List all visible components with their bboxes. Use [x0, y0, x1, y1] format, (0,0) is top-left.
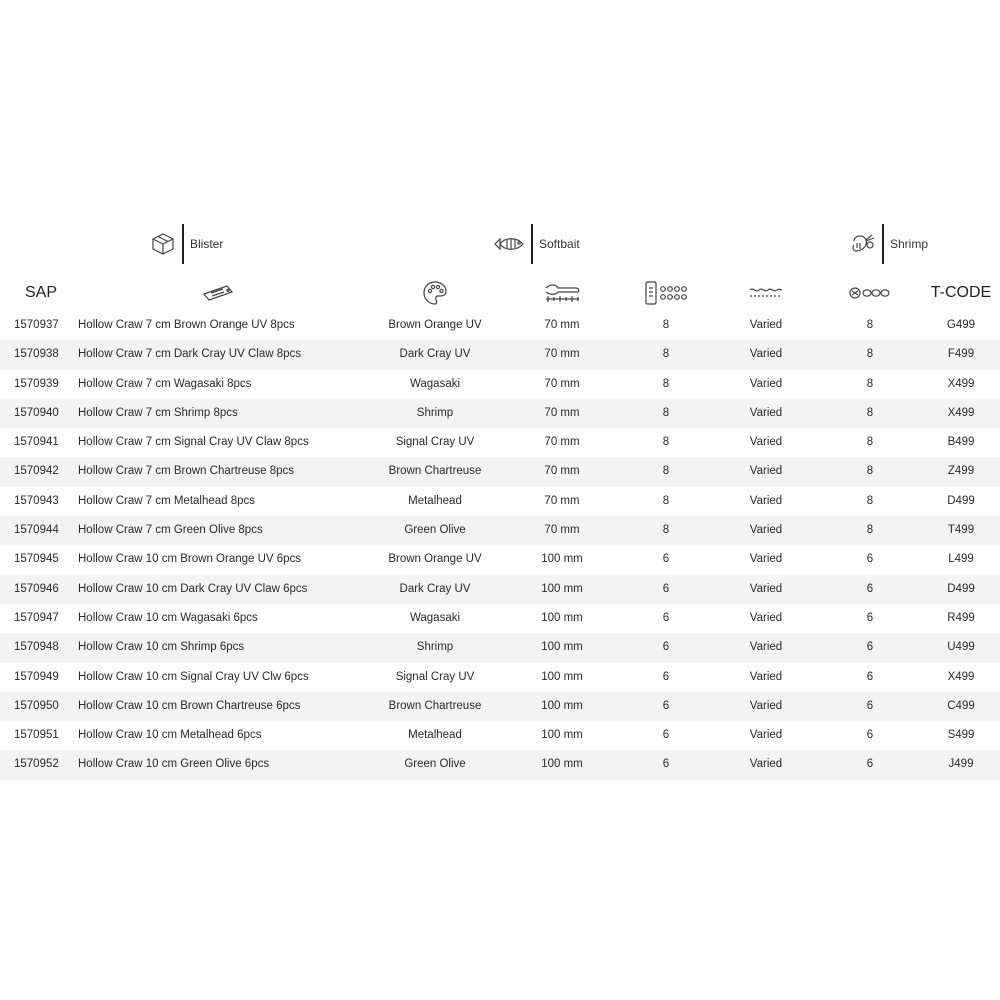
cell-description: Hollow Craw 10 cm Brown Orange UV 6pcs	[78, 553, 302, 566]
cell-tcode: L499	[948, 553, 974, 566]
cell-color: Brown Chartreuse	[388, 465, 482, 478]
cell-description: Hollow Craw 7 cm Dark Cray UV Claw 8pcs	[78, 348, 302, 361]
badge-label: Blister	[190, 237, 224, 251]
cell-tcode: X499	[947, 406, 975, 419]
cell-tcode: X499	[947, 377, 975, 390]
cell-quantity: 8	[662, 465, 670, 478]
cell-pieces: 8	[866, 436, 874, 449]
cell-sap: 1570952	[14, 758, 59, 771]
cell-tcode: D499	[947, 494, 975, 507]
cell-pieces: 6	[866, 582, 874, 595]
cell-description: Hollow Craw 7 cm Signal Cray UV Claw 8pcs	[78, 436, 309, 449]
table-row	[0, 399, 1000, 428]
cell-action: Varied	[749, 436, 783, 449]
cell-sap: 1570951	[14, 729, 59, 742]
cell-pieces: 8	[866, 465, 874, 478]
cell-color: Wagasaki	[409, 377, 461, 390]
table-row	[0, 370, 1000, 399]
cell-quantity: 8	[662, 436, 670, 449]
cell-action: Varied	[749, 319, 783, 331]
badge-blister	[148, 222, 223, 266]
cell-pieces: 8	[866, 319, 874, 331]
cell-pieces: 8	[866, 524, 874, 537]
cell-quantity: 6	[662, 641, 670, 654]
cell-color: Wagasaki	[409, 611, 461, 624]
cell-pieces: 6	[866, 699, 874, 712]
badge-divider	[182, 224, 184, 264]
header-tcode: T-CODE	[930, 284, 992, 301]
pieces-icon	[840, 276, 900, 310]
table-row	[0, 721, 1000, 750]
cell-quantity: 8	[662, 377, 670, 390]
shrimp-icon	[848, 229, 878, 259]
cell-pieces: 6	[866, 729, 874, 742]
fish-lure-icon	[493, 229, 527, 259]
cell-quantity: 8	[662, 348, 670, 361]
cell-quantity: 6	[662, 758, 670, 771]
cell-color: Shrimp	[416, 406, 454, 419]
header-sap: SAP	[24, 284, 57, 301]
cell-pieces: 8	[866, 377, 874, 390]
table-row	[0, 311, 1000, 340]
cell-size: 100 mm	[541, 699, 583, 712]
cell-action: Varied	[749, 611, 783, 624]
cell-action: Varied	[749, 582, 783, 595]
cell-pieces: 8	[866, 406, 874, 419]
cell-quantity: 8	[662, 494, 670, 507]
table-row	[0, 692, 1000, 721]
cell-sap: 1570948	[14, 641, 59, 654]
cell-quantity: 6	[662, 611, 670, 624]
cell-tcode: X499	[947, 670, 975, 683]
badge-softbait	[493, 222, 580, 266]
box-icon	[148, 229, 178, 259]
cell-description: Hollow Craw 10 cm Wagasaki 6pcs	[78, 611, 258, 624]
cell-tcode: U499	[947, 641, 975, 654]
cell-color: Metalhead	[408, 729, 462, 742]
badge-shrimp	[848, 222, 928, 266]
cell-pieces: 6	[866, 641, 874, 654]
cell-color: Shrimp	[416, 641, 454, 654]
cell-size: 70 mm	[544, 436, 580, 449]
cell-sap: 1570944	[14, 524, 59, 537]
table-row	[0, 545, 1000, 574]
cell-color: Signal Cray UV	[395, 436, 475, 449]
wave-action-icon	[736, 276, 796, 310]
cell-quantity: 6	[662, 699, 670, 712]
ticket-icon	[188, 276, 248, 310]
cell-tcode: F499	[947, 348, 975, 361]
cell-pieces: 6	[866, 670, 874, 683]
cell-size: 70 mm	[544, 319, 580, 331]
cell-tcode: Z499	[947, 465, 975, 478]
cell-size: 70 mm	[544, 406, 580, 419]
cell-sap: 1570945	[14, 553, 59, 566]
cell-size: 100 mm	[541, 611, 583, 624]
cell-action: Varied	[749, 758, 783, 771]
cell-action: Varied	[749, 553, 783, 566]
cell-color: Dark Cray UV	[399, 582, 471, 595]
cell-pieces: 6	[866, 611, 874, 624]
cell-size: 70 mm	[544, 494, 580, 507]
table-row	[0, 428, 1000, 457]
cell-tcode: R499	[947, 611, 975, 624]
cell-quantity: 6	[662, 729, 670, 742]
table-row	[0, 487, 1000, 516]
cell-pieces: 8	[866, 348, 874, 361]
cell-action: Varied	[749, 406, 783, 419]
cell-tcode: T499	[947, 524, 975, 537]
cell-description: Hollow Craw 7 cm Brown Chartreuse 8pcs	[78, 465, 295, 478]
cell-description: Hollow Craw 10 cm Green Olive 6pcs	[78, 758, 270, 771]
cell-action: Varied	[749, 670, 783, 683]
cell-color: Dark Cray UV	[399, 348, 471, 361]
cell-sap: 1570937	[14, 319, 59, 331]
cell-description: Hollow Craw 10 cm Dark Cray UV Claw 6pcs	[78, 582, 308, 595]
cell-color: Green Olive	[404, 524, 466, 537]
cell-description: Hollow Craw 7 cm Metalhead 8pcs	[78, 494, 256, 507]
cell-description: Hollow Craw 10 cm Brown Chartreuse 6pcs	[78, 699, 301, 712]
cell-description: Hollow Craw 10 cm Signal Cray UV Clw 6pcs	[78, 670, 309, 683]
cell-size: 70 mm	[544, 377, 580, 390]
cell-size: 100 mm	[541, 670, 583, 683]
color-palette-icon	[405, 276, 465, 310]
cell-action: Varied	[749, 699, 783, 712]
cell-action: Varied	[749, 377, 783, 390]
table-row	[0, 633, 1000, 662]
cell-tcode: J499	[948, 758, 974, 771]
cell-size: 100 mm	[541, 758, 583, 771]
table-row	[0, 604, 1000, 633]
badge-label: Softbait	[539, 237, 580, 251]
cell-description: Hollow Craw 7 cm Wagasaki 8pcs	[78, 377, 252, 390]
cell-action: Varied	[749, 494, 783, 507]
badge-divider	[531, 224, 533, 264]
cell-quantity: 6	[662, 582, 670, 595]
cell-description: Hollow Craw 10 cm Metalhead 6pcs	[78, 729, 262, 742]
cell-pieces: 6	[866, 553, 874, 566]
cell-action: Varied	[749, 729, 783, 742]
table-row	[0, 750, 1000, 779]
cell-quantity: 6	[662, 670, 670, 683]
table-row	[0, 575, 1000, 604]
table-row	[0, 663, 1000, 692]
cell-size: 70 mm	[544, 348, 580, 361]
cell-sap: 1570941	[14, 436, 59, 449]
cell-size: 100 mm	[541, 641, 583, 654]
cell-quantity: 8	[662, 524, 670, 537]
product-table	[0, 311, 1000, 780]
cell-color: Brown Chartreuse	[388, 699, 482, 712]
cell-sap: 1570938	[14, 348, 59, 361]
cell-color: Signal Cray UV	[395, 670, 475, 683]
badge-label: Shrimp	[890, 237, 929, 251]
cell-tcode: D499	[947, 582, 975, 595]
cell-quantity: 8	[662, 406, 670, 419]
quantity-pack-icon	[636, 276, 696, 310]
cell-size: 70 mm	[544, 524, 580, 537]
cell-sap: 1570950	[14, 699, 59, 712]
cell-action: Varied	[749, 641, 783, 654]
category-badges	[0, 222, 1000, 272]
table-row	[0, 516, 1000, 545]
cell-sap: 1570942	[14, 465, 59, 478]
cell-description: Hollow Craw 7 cm Green Olive 8pcs	[78, 524, 263, 537]
cell-sap: 1570939	[14, 377, 59, 390]
cell-size: 70 mm	[544, 465, 580, 478]
cell-sap: 1570946	[14, 582, 59, 595]
cell-pieces: 8	[866, 494, 874, 507]
cell-sap: 1570947	[14, 611, 59, 624]
cell-description: Hollow Craw 7 cm Brown Orange UV 8pcs	[78, 319, 295, 331]
cell-sap: 1570943	[14, 494, 59, 507]
table-row	[0, 340, 1000, 369]
badge-divider	[882, 224, 884, 264]
cell-color: Brown Orange UV	[388, 553, 482, 566]
table-row	[0, 457, 1000, 486]
cell-action: Varied	[749, 465, 783, 478]
cell-description: Hollow Craw 10 cm Shrimp 6pcs	[78, 641, 245, 654]
cell-action: Varied	[749, 348, 783, 361]
cell-quantity: 6	[662, 553, 670, 566]
cell-tcode: G499	[946, 319, 976, 331]
cell-size: 100 mm	[541, 553, 583, 566]
cell-tcode: B499	[947, 436, 975, 449]
cell-color: Green Olive	[404, 758, 466, 771]
cell-size: 100 mm	[541, 729, 583, 742]
cell-quantity: 8	[662, 319, 670, 331]
cell-color: Brown Orange UV	[388, 319, 482, 331]
cell-tcode: C499	[947, 699, 975, 712]
cell-tcode: S499	[947, 729, 975, 742]
cell-sap: 1570949	[14, 670, 59, 683]
cell-color: Metalhead	[408, 494, 462, 507]
cell-description: Hollow Craw 7 cm Shrimp 8pcs	[78, 406, 238, 419]
ruler-icon	[532, 276, 592, 310]
cell-action: Varied	[749, 524, 783, 537]
cell-pieces: 6	[866, 758, 874, 771]
table-header	[0, 276, 1000, 310]
cell-sap: 1570940	[14, 406, 59, 419]
cell-size: 100 mm	[541, 582, 583, 595]
